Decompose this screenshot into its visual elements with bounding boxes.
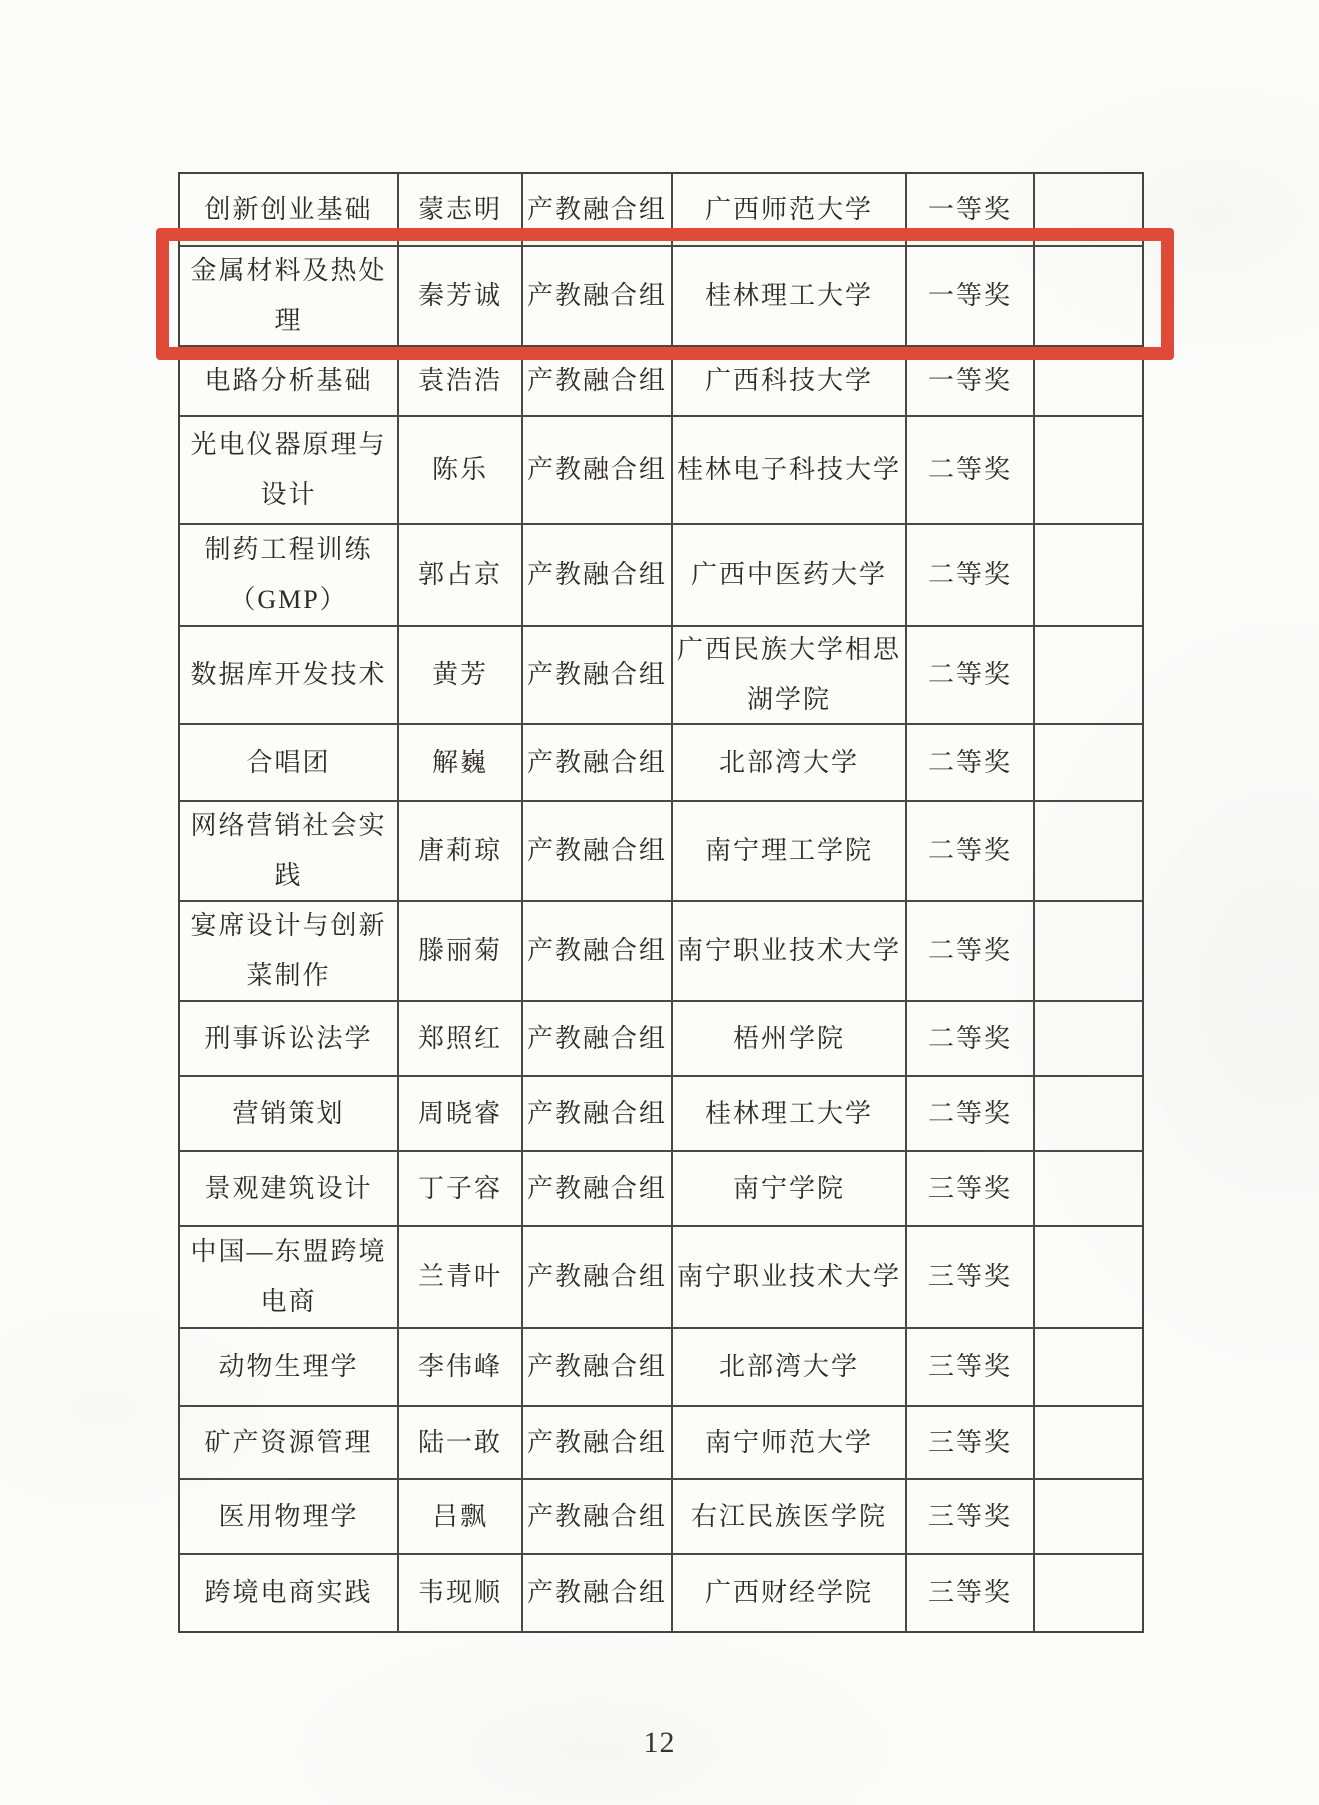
course-cell: 制药工程训练（GMP） [180, 525, 399, 627]
school-cell: 南宁理工学院 [673, 802, 907, 902]
notes-cell [1035, 525, 1142, 627]
award-cell: 二等奖 [907, 417, 1035, 525]
course-cell: 光电仪器原理与设计 [180, 417, 399, 525]
table-row [180, 1227, 1142, 1329]
school-cell: 南宁师范大学 [673, 1407, 907, 1480]
table-row [180, 1555, 1142, 1631]
table-row [180, 802, 1142, 902]
instructor-cell: 黄芳 [399, 627, 523, 725]
notes-cell [1035, 1480, 1142, 1555]
award-cell: 二等奖 [907, 1077, 1035, 1152]
school-cell: 广西民族大学相思湖学院 [673, 627, 907, 725]
notes-cell [1035, 174, 1142, 247]
course-cell: 景观建筑设计 [180, 1152, 399, 1227]
group-cell: 产教融合组 [523, 1227, 673, 1329]
notes-cell [1035, 347, 1142, 417]
table-row [180, 902, 1142, 1002]
notes-cell [1035, 1555, 1142, 1631]
group-cell: 产教融合组 [523, 627, 673, 725]
notes-cell [1035, 802, 1142, 902]
award-cell: 二等奖 [907, 902, 1035, 1002]
instructor-cell: 蒙志明 [399, 174, 523, 247]
school-cell: 桂林理工大学 [673, 247, 907, 347]
group-cell: 产教融合组 [523, 802, 673, 902]
table-row [180, 525, 1142, 627]
instructor-cell: 陈乐 [399, 417, 523, 525]
table-row [180, 1480, 1142, 1555]
award-cell: 一等奖 [907, 174, 1035, 247]
group-cell: 产教融合组 [523, 174, 673, 247]
instructor-cell: 袁浩浩 [399, 347, 523, 417]
instructor-cell: 郭占京 [399, 525, 523, 627]
award-cell: 三等奖 [907, 1480, 1035, 1555]
group-cell: 产教融合组 [523, 1407, 673, 1480]
course-cell: 动物生理学 [180, 1329, 399, 1407]
course-cell: 营销策划 [180, 1077, 399, 1152]
instructor-cell: 秦芳诚 [399, 247, 523, 347]
notes-cell [1035, 1407, 1142, 1480]
notes-cell [1035, 627, 1142, 725]
group-cell: 产教融合组 [523, 1077, 673, 1152]
award-cell: 二等奖 [907, 1002, 1035, 1077]
group-cell: 产教融合组 [523, 347, 673, 417]
notes-cell [1035, 247, 1142, 347]
table-row [180, 1407, 1142, 1480]
table-row [180, 347, 1142, 417]
table-row [180, 1002, 1142, 1077]
school-cell: 南宁职业技术大学 [673, 1227, 907, 1329]
instructor-cell: 滕丽菊 [399, 902, 523, 1002]
notes-cell [1035, 725, 1142, 802]
group-cell: 产教融合组 [523, 1480, 673, 1555]
award-cell: 二等奖 [907, 725, 1035, 802]
award-cell: 三等奖 [907, 1227, 1035, 1329]
award-results-table [178, 172, 1144, 1633]
group-cell: 产教融合组 [523, 525, 673, 627]
instructor-cell: 郑照红 [399, 1002, 523, 1077]
school-cell: 桂林电子科技大学 [673, 417, 907, 525]
notes-cell [1035, 1152, 1142, 1227]
school-cell: 右江民族医学院 [673, 1480, 907, 1555]
course-cell: 中国—东盟跨境电商 [180, 1227, 399, 1329]
course-cell: 矿产资源管理 [180, 1407, 399, 1480]
table-row [180, 417, 1142, 525]
award-cell: 三等奖 [907, 1329, 1035, 1407]
course-cell: 金属材料及热处理 [180, 247, 399, 347]
course-cell: 数据库开发技术 [180, 627, 399, 725]
school-cell: 南宁职业技术大学 [673, 902, 907, 1002]
notes-cell [1035, 417, 1142, 525]
award-cell: 三等奖 [907, 1407, 1035, 1480]
table-row [180, 627, 1142, 725]
instructor-cell: 李伟峰 [399, 1329, 523, 1407]
group-cell: 产教融合组 [523, 417, 673, 525]
award-cell: 二等奖 [907, 525, 1035, 627]
course-cell: 电路分析基础 [180, 347, 399, 417]
table-row-highlighted [180, 247, 1142, 347]
school-cell: 广西中医药大学 [673, 525, 907, 627]
school-cell: 北部湾大学 [673, 725, 907, 802]
table-row [180, 725, 1142, 802]
notes-cell [1035, 1227, 1142, 1329]
instructor-cell: 兰青叶 [399, 1227, 523, 1329]
group-cell: 产教融合组 [523, 1152, 673, 1227]
school-cell: 北部湾大学 [673, 1329, 907, 1407]
group-cell: 产教融合组 [523, 902, 673, 1002]
instructor-cell: 陆一敢 [399, 1407, 523, 1480]
notes-cell [1035, 1077, 1142, 1152]
school-cell: 广西财经学院 [673, 1555, 907, 1631]
group-cell: 产教融合组 [523, 1002, 673, 1077]
award-cell: 三等奖 [907, 1152, 1035, 1227]
award-cell: 二等奖 [907, 802, 1035, 902]
school-cell: 广西科技大学 [673, 347, 907, 417]
instructor-cell: 丁子容 [399, 1152, 523, 1227]
notes-cell [1035, 902, 1142, 1002]
instructor-cell: 唐莉琼 [399, 802, 523, 902]
school-cell: 桂林理工大学 [673, 1077, 907, 1152]
notes-cell [1035, 1329, 1142, 1407]
course-cell: 合唱团 [180, 725, 399, 802]
group-cell: 产教融合组 [523, 1329, 673, 1407]
instructor-cell: 韦现顺 [399, 1555, 523, 1631]
instructor-cell: 周晓睿 [399, 1077, 523, 1152]
instructor-cell: 吕飘 [399, 1480, 523, 1555]
school-cell: 广西师范大学 [673, 174, 907, 247]
table-row [180, 1077, 1142, 1152]
group-cell: 产教融合组 [523, 1555, 673, 1631]
course-cell: 网络营销社会实践 [180, 802, 399, 902]
group-cell: 产教融合组 [523, 247, 673, 347]
award-cell: 一等奖 [907, 347, 1035, 417]
table-row [180, 174, 1142, 247]
notes-cell [1035, 1002, 1142, 1077]
course-cell: 宴席设计与创新菜制作 [180, 902, 399, 1002]
table-row [180, 1329, 1142, 1407]
course-cell: 医用物理学 [180, 1480, 399, 1555]
instructor-cell: 解巍 [399, 725, 523, 802]
school-cell: 梧州学院 [673, 1002, 907, 1077]
course-cell: 刑事诉讼法学 [180, 1002, 399, 1077]
school-cell: 南宁学院 [673, 1152, 907, 1227]
page-number: 12 [643, 1726, 676, 1759]
group-cell: 产教融合组 [523, 725, 673, 802]
table-row [180, 1152, 1142, 1227]
award-cell: 一等奖 [907, 247, 1035, 347]
award-cell: 三等奖 [907, 1555, 1035, 1631]
course-cell: 创新创业基础 [180, 174, 399, 247]
award-cell: 二等奖 [907, 627, 1035, 725]
course-cell: 跨境电商实践 [180, 1555, 399, 1631]
